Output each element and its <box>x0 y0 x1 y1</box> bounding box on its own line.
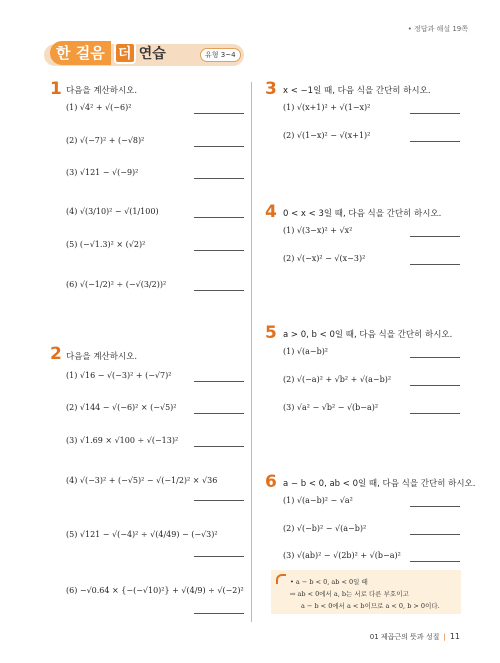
question-text-1: 다음을 계산하시오. <box>66 86 138 96</box>
q5-item-1: (1) √(a−b)² <box>283 347 329 356</box>
q5-item-2: (2) √(−a)² + √b² + √(a−b)² <box>283 375 392 384</box>
header-title-1: 한 걸음 <box>50 41 111 65</box>
answer-line[interactable] <box>410 385 460 386</box>
q1-item-3: (3) √121 − √(−9)² <box>66 168 139 177</box>
answer-line[interactable] <box>410 141 460 142</box>
q3-item-2: (2) √(1−x)² − √(x+1)² <box>283 131 371 140</box>
q5-item-3: (3) √a² − √b² − √(b−a)² <box>283 403 379 412</box>
footer-separator: | <box>443 633 446 641</box>
answer-line[interactable] <box>194 413 244 414</box>
answer-line[interactable] <box>194 217 244 218</box>
question-text-2: 다음을 계산하시오. <box>66 352 138 362</box>
q2-item-6: (6) −√0.64 × {−(−√10)²} + √(4/9) ÷ √(−2)² <box>66 586 244 595</box>
answer-line[interactable] <box>410 561 460 562</box>
q2-item-2: (2) √144 − √(−6)² × (−√5)² <box>66 403 177 412</box>
page-footer <box>370 632 460 642</box>
question-number-4: 4 <box>265 202 277 222</box>
hint-bracket-icon <box>276 574 286 584</box>
question-text-3: x < −1일 때, 다음 식을 간단히 하시오. <box>283 86 431 96</box>
question-text-6: a − b < 0, ab < 0일 때, 다음 식을 간단히 하시오. <box>283 479 476 489</box>
chapter-title: 01 제곱근의 뜻과 성질 <box>369 633 440 641</box>
header-title-2: 연습 <box>138 46 166 62</box>
hint-line-3: a − b < 0에서 a < b이므로 a < 0, b > 0이다. <box>301 602 440 610</box>
answer-line[interactable] <box>194 250 244 251</box>
answer-line[interactable] <box>194 178 244 179</box>
column-divider <box>251 82 252 622</box>
answer-line[interactable] <box>194 113 244 114</box>
question-text-4: 0 < x < 3일 때, 다음 식을 간단히 하시오. <box>283 209 442 219</box>
answer-line[interactable] <box>410 413 460 414</box>
header-badge: 더 <box>114 42 136 64</box>
answer-line[interactable] <box>410 264 460 265</box>
answer-line[interactable] <box>194 446 244 447</box>
question-number-2: 2 <box>50 344 62 364</box>
answer-line[interactable] <box>194 500 244 501</box>
q6-item-3: (3) √(ab)² − √(2b)² + √(b−a)² <box>283 551 401 560</box>
q3-item-1: (1) √(x+1)² + √(1−x)² <box>283 103 371 112</box>
hint-line-2: ⇨ ab < 0에서 a, b는 서로 다른 부호이고 <box>290 590 409 598</box>
question-number-5: 5 <box>265 323 277 343</box>
q4-item-2: (2) √(−x)² − √(x−3)² <box>283 254 366 263</box>
q1-item-1: (1) √4² + √(−6)² <box>66 103 132 112</box>
answer-line[interactable] <box>410 113 460 114</box>
q2-item-1: (1) √16 − √(−3)² + (−√7)² <box>66 371 172 380</box>
page-number: 11 <box>449 632 460 641</box>
answer-line[interactable] <box>410 357 460 358</box>
q2-item-5: (5) √121 − √(−4)² ÷ √(4/49) − (−√3)² <box>66 530 218 539</box>
answer-line[interactable] <box>410 534 460 535</box>
answer-line[interactable] <box>194 146 244 147</box>
question-number-3: 3 <box>265 79 277 99</box>
answer-line[interactable] <box>194 381 244 382</box>
type-tag: 유형 3~4 <box>200 48 241 62</box>
q4-item-1: (1) √(3−x)² + √x² <box>283 226 353 235</box>
answer-line[interactable] <box>194 613 244 614</box>
hint-line-1: • a − b < 0, ab < 0일 때 <box>290 578 368 586</box>
q2-item-3: (3) √1.69 × √100 ÷ √(−13)² <box>66 436 179 445</box>
answer-line[interactable] <box>410 506 460 507</box>
section-header <box>50 40 166 66</box>
q2-item-4: (4) √(−3)² + (−√5)² − √(−1/2)² × √36 <box>66 476 218 485</box>
q6-item-1: (1) √(a−b)² − √a² <box>283 496 353 505</box>
q1-item-4: (4) √(3/10)² − √(1/100) <box>66 207 159 216</box>
question-number-6: 6 <box>265 472 277 492</box>
answer-line[interactable] <box>194 556 244 557</box>
answer-line[interactable] <box>194 290 244 291</box>
q1-item-5: (5) (−√1.3)² × (√2)² <box>66 240 146 249</box>
q1-item-6: (6) √(−1/2)² ÷ (−√(3/2))² <box>66 280 167 289</box>
answer-reference: • 정답과 해설 19쪽 <box>407 25 468 33</box>
q1-item-2: (2) √(−7)² + (−√8)² <box>66 136 145 145</box>
question-text-5: a > 0, b < 0일 때, 다음 식을 간단히 하시오. <box>283 330 453 340</box>
q6-item-2: (2) √(−b)² − √(a−b)² <box>283 524 367 533</box>
answer-line[interactable] <box>410 236 460 237</box>
question-number-1: 1 <box>50 79 62 99</box>
